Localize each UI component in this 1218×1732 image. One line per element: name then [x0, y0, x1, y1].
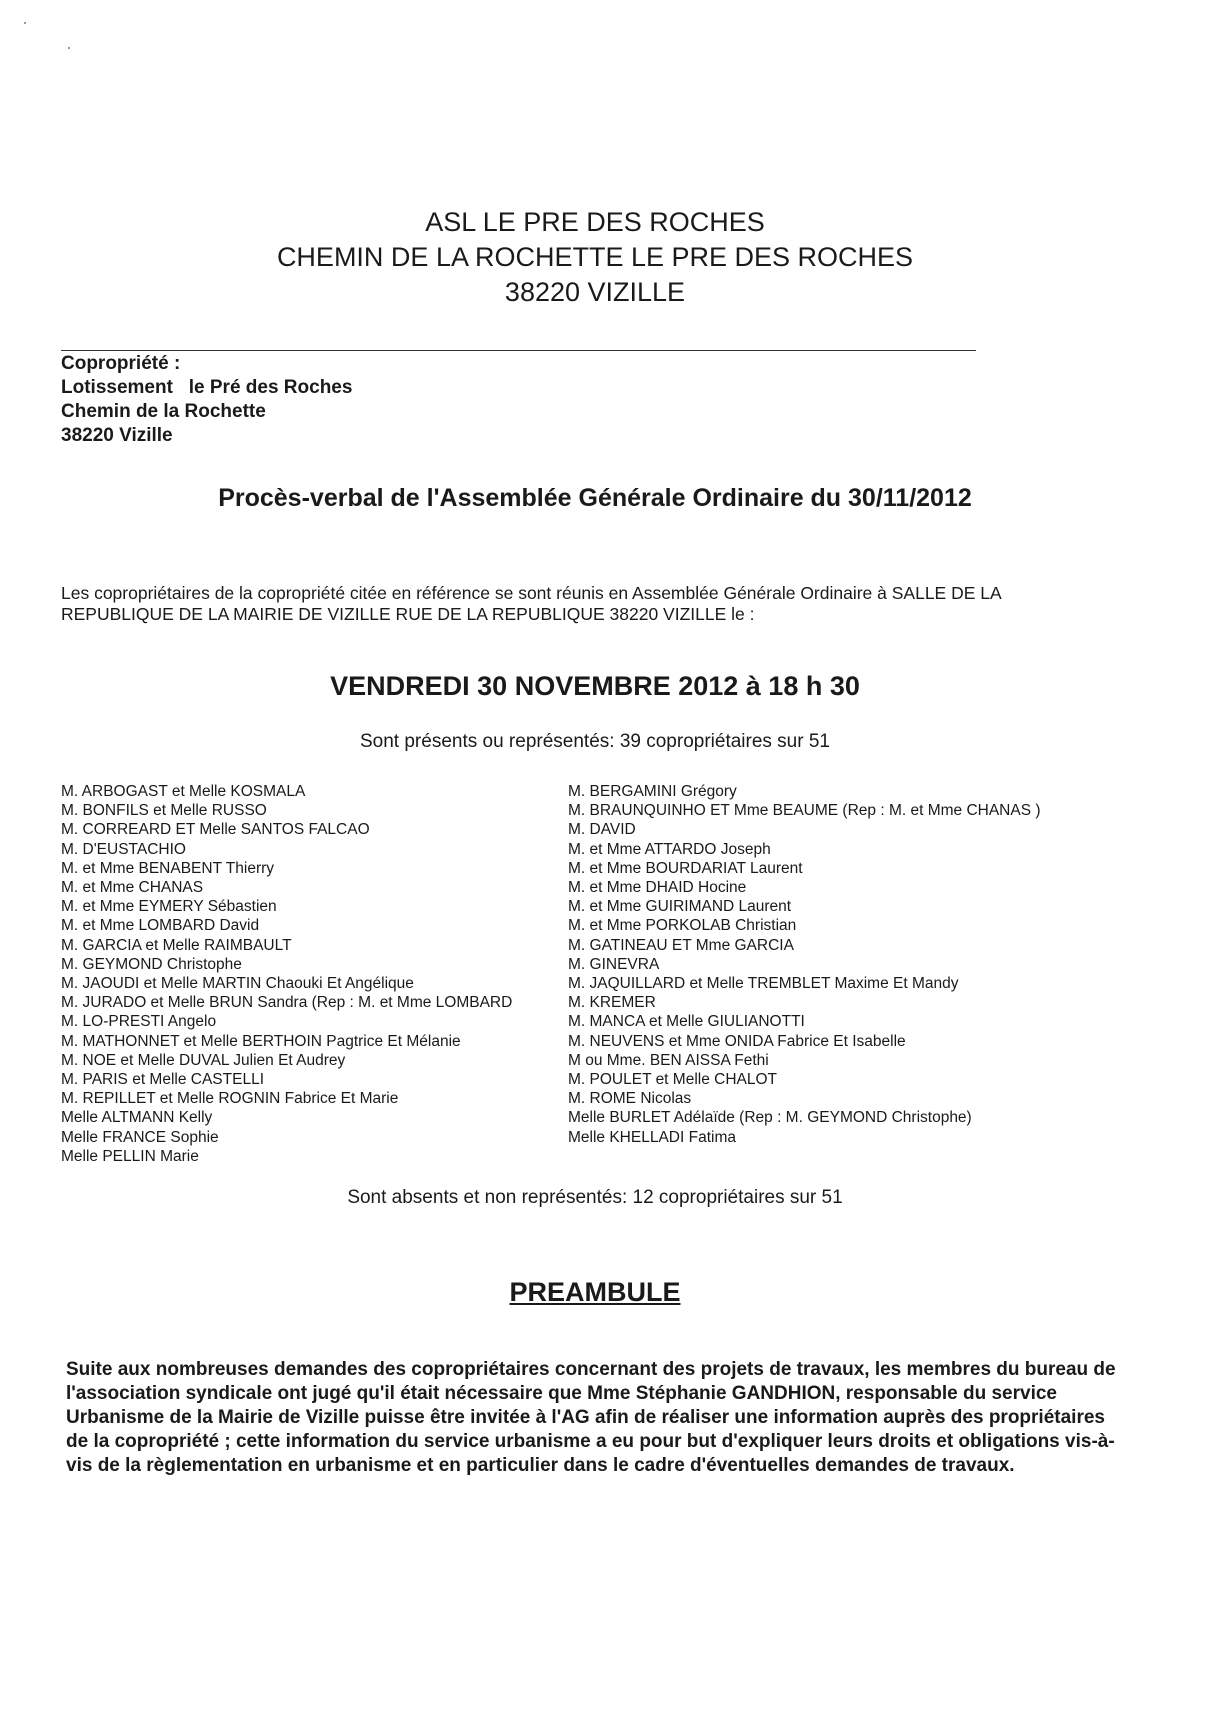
scan-speck — [68, 47, 70, 49]
attendee-item: Melle BURLET Adélaïde (Rep : M. GEYMOND Christophe) — [568, 1109, 972, 1127]
attendee-item: M. NEUVENS et Mme ONIDA Fabrice Et Isabelle — [568, 1032, 906, 1050]
attendee-item: M. KREMER — [568, 994, 656, 1012]
attendee-item: M. et Mme GUIRIMAND Laurent — [568, 898, 792, 916]
header-line-3: 38220 VIZILLE — [504, 277, 686, 307]
present-list-left — [61, 782, 561, 1166]
copropriete-line-1: Lotissement le Pré des Roches — [61, 377, 353, 398]
attendee-item: M. GARCIA et Melle RAIMBAULT — [61, 936, 292, 954]
attendee-item: M. et Mme EYMERY Sébastien — [61, 898, 277, 916]
attendee-item: M. et Mme BOURDARIAT Laurent — [568, 859, 803, 877]
attendee-item: M ou Mme. BEN AISSA Fethi — [568, 1051, 769, 1069]
preambule-heading: PREAMBULE — [509, 1277, 681, 1307]
attendee-item: Melle KHELLADI Fatima — [568, 1128, 736, 1146]
attendee-item: Melle PELLIN Marie — [61, 1147, 199, 1165]
attendee-item: Melle FRANCE Sophie — [61, 1128, 219, 1146]
document-title: Procès-verbal de l'Assemblée Générale Ordinaire du 30/11/2012 — [218, 484, 972, 512]
attendee-item: M. et Mme DHAID Hocine — [568, 879, 747, 897]
attendee-item: M. REPILLET et Melle ROGNIN Fabrice Et Marie — [61, 1090, 399, 1108]
attendee-item: M. D'EUSTACHIO — [61, 840, 186, 858]
header-line-1: ASL LE PRE DES ROCHES — [425, 207, 765, 237]
document-header — [0, 205, 1190, 310]
attendee-item: M. LO-PRESTI Angelo — [61, 1013, 217, 1031]
present-list-right — [568, 782, 1088, 1147]
attendee-item: M. JAQUILLARD et Melle TREMBLET Maxime Et Mandy — [568, 975, 959, 993]
attendee-item: M. JURADO et Melle BRUN Sandra (Rep : M. et Mme LOMBARD — [61, 994, 513, 1012]
attendee-item: M. GEYMOND Christophe — [61, 955, 242, 973]
attendee-item: M. BONFILS et Melle RUSSO — [61, 802, 267, 820]
scan-speck — [24, 22, 26, 24]
header-divider — [61, 350, 976, 351]
attendee-item: M. MANCA et Melle GIULIANOTTI — [568, 1013, 805, 1031]
copropriete-block — [61, 352, 352, 448]
attendee-item: M. et Mme LOMBARD David — [61, 917, 260, 935]
attendee-item: M. BRAUNQUINHO ET Mme BEAUME (Rep : M. et Mme CHANAS ) — [568, 802, 1041, 820]
attendee-item: M. JAOUDI et Melle MARTIN Chaouki Et Angélique — [61, 975, 414, 993]
attendee-item: M. ARBOGAST et Melle KOSMALA — [61, 783, 306, 800]
copropriete-line-3: 38220 Vizille — [61, 425, 173, 446]
intro-paragraph: Les copropriétaires de la copropriété citée en référence se sont réunis en Assemblée Générale Ordinaire à SALLE DE LA REPUBLIQUE DE LA MAIRIE DE VIZILLE RUE DE LA REPUBLIQUE 38220 VIZILLE le : — [61, 583, 1001, 624]
present-summary: Sont présents ou représentés: 39 copropriétaires sur 51 — [360, 731, 830, 752]
copropriete-label: Copropriété : — [61, 353, 181, 374]
attendee-item: M. et Mme ATTARDO Joseph — [568, 840, 771, 858]
attendee-item: M. et Mme BENABENT Thierry — [61, 859, 275, 877]
attendee-item: Melle ALTMANN Kelly — [61, 1109, 213, 1127]
attendee-item: M. PARIS et Melle CASTELLI — [61, 1071, 264, 1089]
copropriete-line-2: Chemin de la Rochette — [61, 401, 266, 422]
attendee-item: M. MATHONNET et Melle BERTHOIN Pagtrice Et Mélanie — [61, 1032, 461, 1050]
attendee-item: M. POULET et Melle CHALOT — [568, 1071, 778, 1089]
meeting-date-heading: VENDREDI 30 NOVEMBRE 2012 à 18 h 30 — [330, 671, 860, 701]
attendee-item: M. NOE et Melle DUVAL Julien Et Audrey — [61, 1051, 346, 1069]
attendee-item: M. CORREARD ET Melle SANTOS FALCAO — [61, 821, 370, 839]
attendee-item: M. ROME Nicolas — [568, 1090, 692, 1108]
attendee-item: M. et Mme CHANAS — [61, 879, 204, 897]
attendee-item: M. et Mme PORKOLAB Christian — [568, 917, 797, 935]
attendee-item: M. GATINEAU ET Mme GARCIA — [568, 936, 794, 954]
absent-summary: Sont absents et non représentés: 12 copropriétaires sur 51 — [347, 1187, 843, 1208]
attendee-item: M. BERGAMINI Grégory — [568, 783, 737, 800]
attendee-item: M. GINEVRA — [568, 955, 660, 973]
header-line-2: CHEMIN DE LA ROCHETTE LE PRE DES ROCHES — [276, 242, 914, 272]
preambule-paragraph: Suite aux nombreuses demandes des copropriétaires concernant des projets de travaux, les membres du bureau de l'association syndicale ont jugé qu'il était nécessaire que Mme Stéphanie GANDHION, responsable du service Urbanisme de la Mairie de Vizille puisse être invitée à l'AG afin de réaliser une information auprès des propriétaires de la copropriété ; cette information du service urbanisme a eu pour but d'expliquer leurs droits et obligations vis-à-vis de la règlementation en urbanisme et en particulier dans le cadre d'éventuelles demandes de travaux. — [66, 1359, 1116, 1476]
attendee-item: M. DAVID — [568, 821, 636, 839]
